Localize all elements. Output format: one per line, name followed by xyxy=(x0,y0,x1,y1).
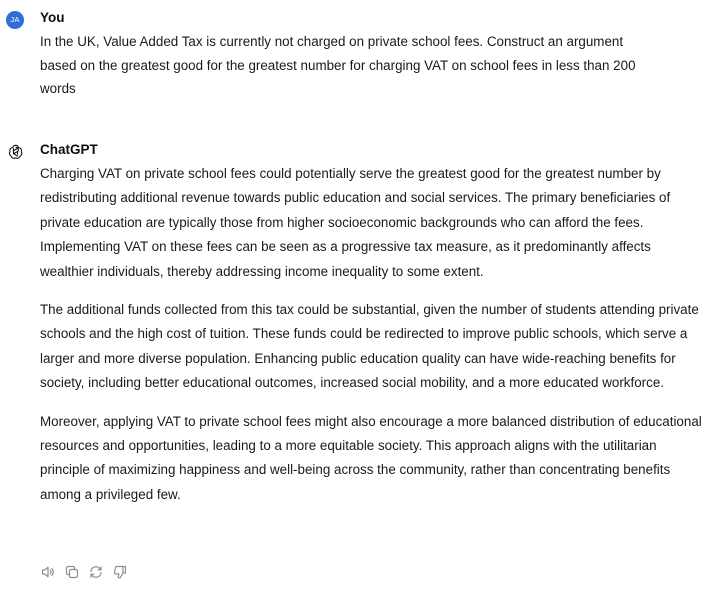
user-message-text xyxy=(40,30,640,101)
copy-icon[interactable] xyxy=(64,564,80,580)
read-aloud-icon[interactable] xyxy=(40,564,56,580)
user-avatar[interactable]: JA xyxy=(6,11,24,29)
openai-logo-icon xyxy=(7,143,24,160)
thumbs-down-icon[interactable] xyxy=(112,564,128,580)
assistant-paragraph-3: Moreover, applying VAT to private school fees might also encourage a more balanced distribution of educational resources and opportunities, leading to a more equitable society. This approach aligns with the utilitarian principle of maximizing happiness and well-being across the community, rather than concentrating benefits among a privileged few. xyxy=(40,413,702,502)
regenerate-icon[interactable] xyxy=(88,564,104,580)
assistant-message-text xyxy=(40,162,704,507)
user-message-paragraph: In the UK, Value Added Tax is currently not charged on private school fees. Construct an argument based on the greatest good for the greatest number for charging VAT on school fees in less than 200 words xyxy=(40,34,636,96)
assistant-paragraph-2: The additional funds collected from this tax could be substantial, given the number of students attending private schools and the high cost of tuition. These funds could be redirected to improve public schools, which serve a larger and more diverse population. Enhancing public education quality can have wide-reaching benefits for society, including better educational outcomes, increased social mobility, and a more educated workforce. xyxy=(40,302,699,391)
message-actions xyxy=(40,564,128,580)
assistant-paragraph-1: Charging VAT on private school fees could potentially serve the greatest good for the greatest number by redistributing additional revenue towards public education and social services. The primary beneficiaries of private education are typically those from higher socioeconomic backgrounds who can afford the fees. Implementing VAT on these fees can be seen as a progressive tax measure, as it predominantly affects wealthier individuals, thereby addressing income inequality to some extent. xyxy=(40,166,671,279)
assistant-author-name: ChatGPT xyxy=(40,142,98,157)
user-author-name: You xyxy=(40,10,65,25)
